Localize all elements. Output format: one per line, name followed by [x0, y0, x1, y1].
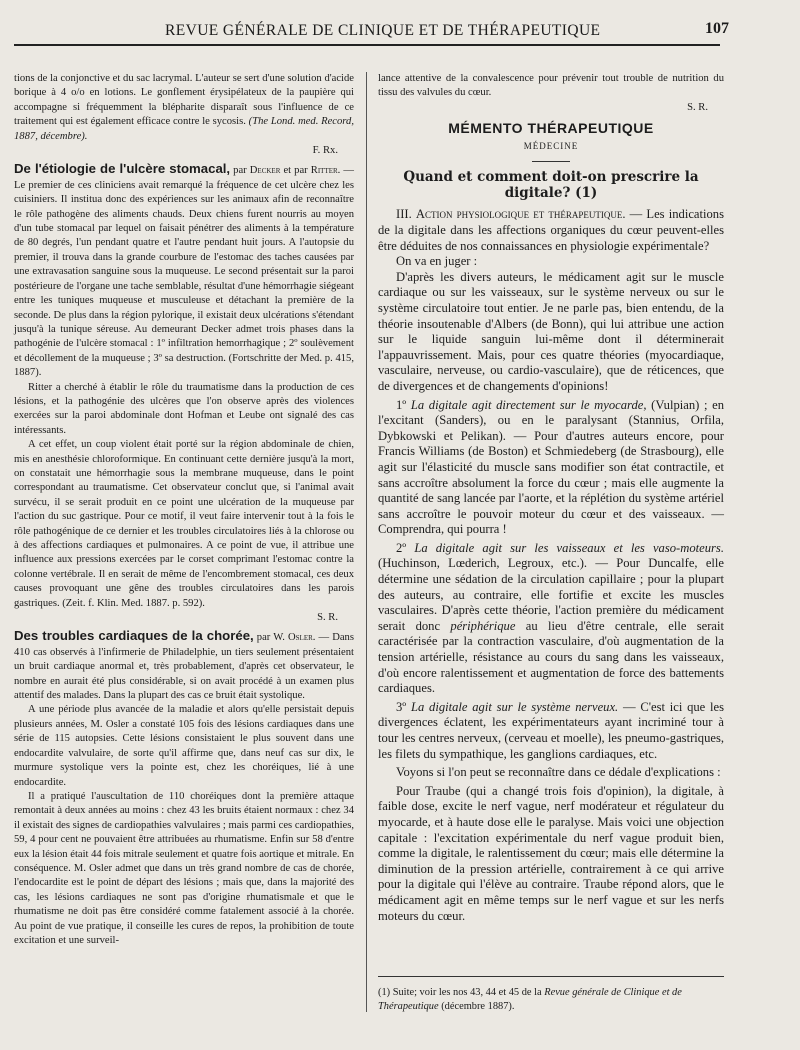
- point-myocarde: 1º La digitale agit directement sur le myocarde, (Vulpian) ; en l'excitant (Sanders), ou en le paralysant (Stannius, Orfila, Dybkowski et Pelikan). — Pour d'autres auteurs encore, pour Francis Williams (de Boston) et Schmiedeberg (de Strasbourg), elle agit sur l'élasticité du muscle sans modifier son état contractile, et sans accroître absolument la force du cœur ; mais elle augmente la quantité de sang lancée par l'aorte, et la réplétion du système artériel sans accroître le pouvoir moteur du cœur et des vaisseaux. — Comprendra, qui pourra !: [378, 397, 724, 537]
- continuation-paragraph: tions de la conjonctive et du sac lacrymal. L'auteur se sert d'une solution d'acide borique à 4 o/o en lotions. Le gonflement érysipélateux de la paupière qui accompagne si fréquemment la blépharite disparaît sous l'influence de ce traitement qui est également efficace contre le sycosis. (The Lond. med. Record, 1887, décembre).: [14, 73, 354, 142]
- signature: S. R.: [687, 101, 708, 113]
- paragraph: A cet effet, un coup violent était porté sur la région abdominale de chien, mis en anesthésie chloroformique. En continuant cette dernière jusqu'à la mort, on constatait une hémorrhagie sous la membrane muqueuse, dans le point correspondant au traumatisme. Cet observateur conclut que, si l'animal avait survécu, il se serait produit en ce point une ulcération de la muqueuse par l'action du suc gastrique. Pour ce motif, il veut faire intervenir tout à la fois le rôle pathogénique de ce dernier et les troubles circulatoires liés à la chlorose ou à des affections cardiaques et pulmonaires. A ce point de vue, il attribue une influence aux pressions exercées par le corset comprimant l'estomac contre la colonne vertébrale. Il en serait de même de l'encombrement stomacal, ces deux causes provoquant une gêne des troubles circulatoires dans les parois gastriques. (Zeit. f. Klin. Med. 1887. p. 592).: [14, 439, 354, 609]
- paragraph: A une période plus avancée de la maladie et alors qu'elle persistait depuis plusieurs années, M. Osler a constaté 105 fois des lésions cardiaques dans une série de 115 autopsies. Cette lésions consistaient le plus souvent dans une endocardite valvulaire, de sorte qu'il affirme que, dans neuf cas sur dix, le murmure systolique vers la pointe est, chez les choréiques, lié à une endocardite.: [14, 704, 354, 788]
- continuation-paragraph: lance attentive de la convalescence pour prévenir tout trouble de nutrition du tissu des valvules du cœur.: [378, 73, 724, 99]
- paragraph: D'après les divers auteurs, le médicament agit sur le muscle cardiaque ou sur les vaisseaux, sur le système nerveux ou sur le système circulatoire tout entier. Je ne parle pas, bien entendu, de la théorie insoutenable d'Albers (de Bonn), qui lui attribue une action sur le liquide sanguin lui-même dont il déterminerait l'appauvrissement. Mais, pour ces quatre théories (myocardiaque, vasculaire, nerveuse, ou cardio-vasculaire), que de réticences, que de divergences et de changements d'opinions!: [378, 269, 724, 393]
- section-title: MÉMENTO THÉRAPEUTIQUE: [448, 120, 654, 137]
- point-nerveux: 3º La digitale agit sur le système nerveux. — C'est ici que les divergences éclatent, les expérimentateurs ayant incriminé tour à tour les centres nerveux, (cerveau et moelle), les pneumo-gastriques, les filets du sympathique, les ganglions cardiaques, etc.: [378, 699, 724, 761]
- header-rule: [14, 44, 720, 46]
- author-name: Decker: [249, 165, 281, 177]
- paragraph: On va en juger :: [396, 254, 478, 269]
- column-divider: [366, 72, 367, 1012]
- article-choree: Des troubles cardiaques de la chorée, par W. Osler. — Dans 410 cas observés à l'infirmerie de Philadelphie, un tiers seulement présentaient un bruit cardiaque anormal et, très probablement, d'après cet observateur, le nombre en aurait été plus considérable, si on avait procédé à un examen plus attentif des malades. Dans la plupart des cas ce bruit était systolique.: [14, 628, 354, 702]
- running-head: REVUE GÉNÉRALE DE CLINIQUE ET DE THÉRAPEUTIQUE: [165, 22, 601, 39]
- paragraph: Ritter a cherché à établir le rôle du traumatisme dans la production de ces lésions, et la pathogénie des ulcères que l'on observe après des violences exercées sur la paroi abdominale dont Hofman et Leube ont signalé des cas intéressants.: [14, 381, 354, 436]
- section-intro: III. Action physiologique et thérapeutique. — Les indications de la digitale dans les affections organiques du cœur peuvent-elles être déduites de nos connaissances en physiologie expérimentale?: [378, 207, 724, 253]
- citation: (The Lond. med. Record, 1887, décembre).: [14, 116, 354, 142]
- right-column: [378, 72, 724, 924]
- footnote: (1) Suite; voir les nos 43, 44 et 45 de la Revue générale de Clinique et de Thérapeutique (décembre 1887).: [378, 987, 682, 1012]
- divider: [532, 161, 570, 162]
- article-lead: — Dans 410 cas observés à l'infirmerie de Philadelphie, un tiers seulement présentaient un bruit cardiaque anormal et, très probablement, d'après cet observateur, le nombre en aurait été plus considérable, si on avait procédé à un examen plus attentif des malades. Dans la plupart des cas ce bruit était systolique.: [14, 632, 354, 702]
- footnote-rule: [378, 976, 724, 977]
- point-vaisseaux: 2º La digitale agit sur les vaisseaux et les vaso-moteurs. (Huchinson, Lœderich, Legroux, etc.). — Pour Duncalfe, elle détermine une sédation de la circulation capillaire ; pour la plupart des auteurs, au contraire, elle fortifie et excite les muscles vasculaires. D'après cette théorie, l'action première du médicament serait donc périphérique au lieu d'être centrale, elle serait caractérisée par la contraction vasculaire, d'où augmentation de la tension artérielle, résistance au cours du sang dans les vaisseaux, d'où encore ralentissement et augmentation de force des battements cardiaques.: [378, 540, 724, 696]
- signature: S. R.: [317, 612, 338, 624]
- article-title: Quand et comment doit-on prescrire la digitale? (1): [403, 169, 699, 202]
- paragraph: Voyons si l'on peut se reconnaître dans ce dédale d'explications :: [396, 765, 721, 780]
- section-label: Action physiologique et thérapeutique.: [415, 207, 626, 222]
- article-lead: — Le premier de ces cliniciens avait remarqué la fréquence de cet ulcère chez les cuisiniers. Il institua donc des expériences sur les animaux afin de reconnaître le rôle pathogène des aliments chauds. Deux chiens furent nourris au moyen d'un tube stomacal par lequel on faisait pénétrer des aliments à la température de 80 degrés, l'un pendant quatre et l'autre pendant huit jours. A l'autopsie du premier, il trouva dans la grande courbure de l'estomac des taches causées par une extravasation sanguine sous la muqueuse. Le second présentait sur la paroi postérieure de l'organe une tache semblable, résultat d'une hémorrhagie siégeant entre les tuniques muqueuse et musculeuse et détachant la première de la seconde. De plus dans la région pylorique, il existait deux ulcérations s'étendant jusqu'à la tunique séreuse. Au demeurant Decker admet trois phases dans la pathogénie de l'ulcère stomacal : 1º infiltration hemorrhagique ; 2º soulèvement et décollement de la muqueuse ; 3º sa destruction. (Fortschritte der Med. p. 415, 1887).: [14, 165, 354, 379]
- page-header: [0, 16, 800, 46]
- page-number: 107: [705, 20, 729, 37]
- article-ulcere: De l'étiologie de l'ulcère stomacal, par Decker et par Ritter. — Le premier de ces cliniciens avait remarqué la fréquence de cet ulcère chez les cuisiniers. Il institua donc des expériences sur les animaux afin de reconnaître le rôle pathogène des aliments chauds. Deux chiens furent nourris au moyen d'un tube stomacal par lequel on faisait pénétrer des aliments à la température de 80 degrés, l'un pendant quatre et l'autre pendant huit jours. A l'autopsie du premier, il trouva dans la grande courbure de l'estomac des taches causées par une extravasation sanguine sous la muqueuse. Le second présentait sur la paroi postérieure de l'organe une tache semblable, résultat d'une hémorrhagie siégeant entre les tuniques muqueuse et musculeuse et détachant la première de la seconde. De plus dans la région pylorique, il existait deux ulcérations s'étendant jusqu'à la tunique séreuse. Au demeurant Decker admet trois phases dans la pathogénie de l'ulcère stomacal : 1º infiltration hemorrhagique ; 2º soulèvement et décollement de la muqueuse ; 3º sa destruction. (Fortschritte der Med. p. 415, 1887).: [14, 161, 354, 379]
- left-column: [14, 72, 354, 948]
- section-subtitle: MÉDECINE: [523, 140, 579, 151]
- author-name: Ritter.: [310, 165, 341, 177]
- article-title: Des troubles cardiaques de la chorée,: [14, 628, 254, 644]
- paragraph: Il a pratiqué l'auscultation de 110 choréiques dont la première attaque remontait à deux années au moins : chez 43 les bruits étaient normaux : chez 34 il existait des signes de cardiopathies valvulaires ; mais parmi ces cardiopathies, 59, 4 pour cent ne pouvaient être attribuées au rhumatisme. Enfin sur 58 d'entre eux la lésion était 44 fois mitrale seulement et quatre fois aortique et mitrale. En conséquence. M. Osler admet que dans un très grand nombre de cas de chorée, l'endocardite est le point de départ des lésions ; mais que, dans la majorité des cas, les lésions cardiaques ne sont pas d'origine rhumatismale et que le rhumatisme ne doit pas être considéré comme fatalement associé à la chorée. Au point de vue pratique, il conseille les cures de repos, la prohibition de toute excitation et une surveil-: [14, 790, 354, 946]
- signature: F. Rx.: [312, 145, 338, 157]
- paragraph: Pour Traube (qui a changé trois fois d'opinion), la digitale, à faible dose, excite le nerf vague, nerf modérateur et régulateur du myocarde, et à haute dose elle le paralyse. Mais voici une objection capitale : l'excitation expérimentale du nerf vague produit bien, comme la digitale, le ralentissement du cœur; mais elle détermine la diminution de la pression artérielle, contrairement à ce qui arrive pour la digitale qui l'élève au contraire. Traube répond alors, que le médicament agit en même temps sur le nerf vague et sur les nerfs moteurs du cœur.: [378, 783, 724, 923]
- author-name: Osler.: [288, 632, 316, 644]
- article-title: De l'étiologie de l'ulcère stomacal,: [14, 161, 231, 177]
